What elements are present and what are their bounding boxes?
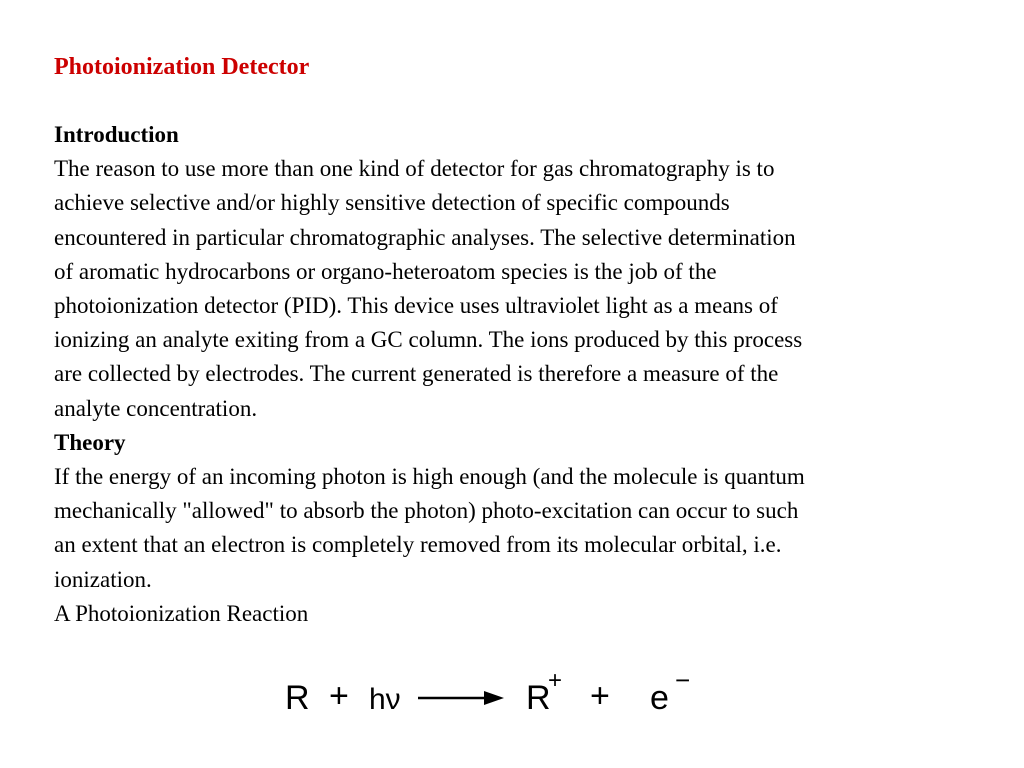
ion-charge: + [548,667,563,694]
photon-symbol: hν [369,683,401,716]
theory-line: If the energy of an incoming photon is high enough (and the molecule is quantum [54,464,805,490]
photoionization-equation [0,660,1024,730]
intro-line: achieve selective and/or highly sensitive detection of specific compounds [54,190,730,216]
slide-title: Photoionization Detector [54,54,310,80]
body-text [54,118,994,631]
intro-line: encountered in particular chromatographic analyses. The selective determination [54,224,796,250]
reactant-symbol: R [285,679,310,717]
intro-line: The reason to use more than one kind of detector for gas chromatography is to [54,156,775,182]
product-ion-symbol: R [526,679,551,717]
plus-sign: + [329,677,349,715]
intro-line: of aromatic hydrocarbons or organo-heteroatom species is the job of the [54,258,717,284]
intro-line: analyte concentration. [54,395,258,421]
reaction-caption: A Photoionization Reaction [54,600,309,626]
section-heading-theory: Theory [54,429,126,455]
intro-line: photoionization detector (PID). This device uses ultraviolet light as a means of [54,293,778,319]
section-heading-introduction: Introduction [54,122,179,147]
theory-line: mechanically "allowed" to absorb the photon) photo-excitation can occur to such [54,498,799,524]
plus-sign: + [590,677,610,715]
intro-line: ionizing an analyte exiting from a GC column. The ions produced by this process [54,327,803,353]
electron-charge: − [675,665,691,695]
intro-line: are collected by electrodes. The current generated is therefore a measure of the [54,361,779,387]
electron-symbol: e [650,679,669,717]
theory-line: ionization. [54,566,152,592]
reaction-arrow-icon [418,691,504,705]
theory-line: an extent that an electron is completely removed from its molecular orbital, i.e. [54,532,782,558]
